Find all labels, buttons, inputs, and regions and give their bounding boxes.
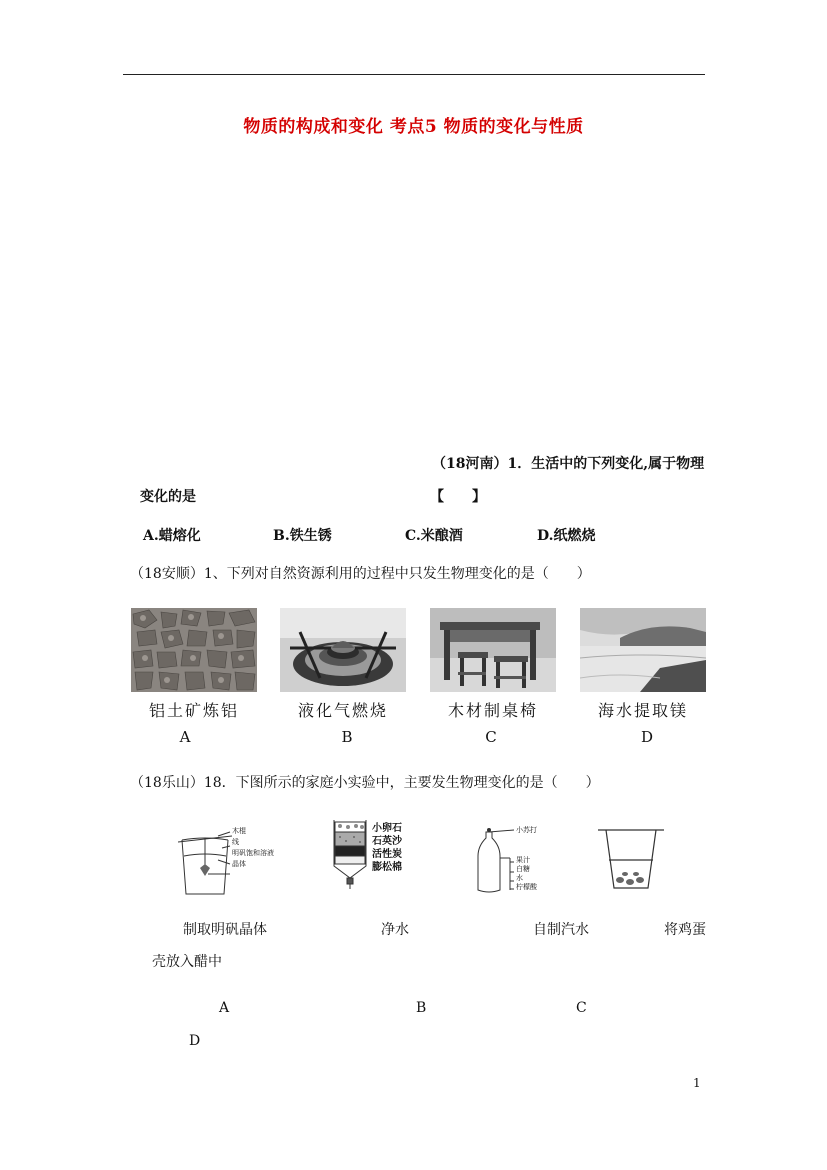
fig-a-label-solution: 明矾饱和溶液 [232, 849, 274, 857]
fig-caption-a: 制取明矾晶体 [183, 922, 267, 938]
fig-a-label-thread: 线 [232, 838, 239, 846]
figure-soda-bottle [474, 822, 584, 896]
fig-b-label-sand: 石英沙 [372, 836, 402, 847]
figure-water-filter [330, 818, 440, 890]
q1-option-c: C.米酿酒 [405, 528, 463, 544]
photo-letter-a: A [179, 728, 191, 746]
fig-c-label-juice: 果汁 [516, 856, 530, 864]
fig-a-label-crystal: 晶体 [232, 860, 246, 868]
q1-option-b: B.铁生锈 [273, 528, 332, 544]
fig-b-label-pebbles: 小卵石 [372, 823, 402, 834]
fig-letter-a: A [219, 1000, 230, 1016]
photo-bauxite [131, 608, 257, 692]
header-rule [123, 74, 705, 75]
q2-text: （18安顺）1、下列对自然资源利用的过程中只发生物理变化的是（ ） [130, 566, 591, 582]
fig-letter-d: D [189, 1033, 201, 1049]
fig-caption-d: 将鸡蛋 [664, 922, 706, 938]
q1-line2: 变化的是 [140, 489, 196, 505]
fig-b-label-carbon: 活性炭 [372, 849, 402, 860]
photo-gas-stove [280, 608, 406, 692]
q1-option-d: D.纸燃烧 [537, 528, 596, 544]
fig-c-label-water: 水 [516, 874, 523, 882]
photo-letter-d: D [640, 728, 654, 746]
photo-caption-d: 海水提取镁 [597, 701, 688, 720]
q3-text: （18乐山）18．下图所示的家庭小实验中，主要发生物理变化的是（ ） [130, 775, 600, 791]
fig-c-label-citric-acid: 柠檬酸 [516, 883, 537, 891]
photo-letter-c: C [485, 728, 497, 746]
photo-seawater [580, 608, 706, 692]
photo-caption-c: 木材制桌椅 [447, 701, 538, 720]
q1-line1: （18河南）1．生活中的下列变化,属于物理 [432, 456, 705, 472]
page-number: 1 [693, 1076, 701, 1090]
photo-caption-b: 液化气燃烧 [297, 701, 388, 720]
q1-answer-bracket: 【 】 [430, 489, 486, 505]
photo-letter-b: B [341, 728, 353, 746]
page-title: 物质的构成和变化 考点5 物质的变化与性质 [243, 117, 584, 137]
fig-caption-d-cont: 壳放入醋中 [152, 954, 222, 970]
figure-eggshell-cup [598, 826, 664, 892]
fig-b-label-cotton: 膨松棉 [372, 862, 402, 873]
photo-wooden-furniture [430, 608, 556, 692]
figure-alum-beaker [178, 826, 298, 898]
fig-c-label-baking-soda: 小苏打 [516, 826, 537, 834]
photo-caption-a: 铝土矿炼铝 [148, 701, 239, 720]
fig-c-label-sugar: 白糖 [516, 865, 530, 873]
fig-letter-b: B [416, 1000, 427, 1016]
fig-caption-b: 净水 [381, 922, 409, 938]
q1-option-a: A.蜡熔化 [143, 528, 201, 544]
fig-a-label-stick: 木棍 [232, 827, 246, 835]
fig-letter-c: C [576, 1000, 587, 1016]
fig-caption-c: 自制汽水 [533, 922, 589, 938]
